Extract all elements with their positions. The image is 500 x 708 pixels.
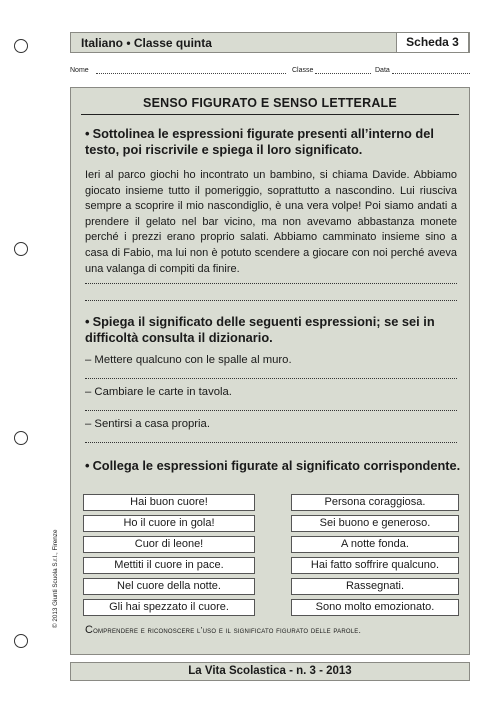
- meaning-box[interactable]: Sei buono e generoso.: [291, 515, 459, 532]
- answer-line[interactable]: [85, 410, 457, 411]
- meaning-box[interactable]: Rassegnati.: [291, 578, 459, 595]
- bullet-icon: •: [85, 458, 90, 473]
- meaning-box[interactable]: A notte fonda.: [291, 536, 459, 553]
- date-field[interactable]: [392, 73, 470, 74]
- section2-instruction-text: Spiega il significato delle seguenti espressioni; se sei in difficoltà consulta il dizionario.: [85, 314, 435, 345]
- expression-item: – Mettere qualcuno con le spalle al muro.: [85, 354, 292, 366]
- bullet-icon: •: [85, 126, 90, 141]
- section1-instruction-text: Sottolinea le espressioni figurate presenti all’interno del testo, poi riscrivile e spiega il loro significato.: [85, 126, 434, 157]
- name-field[interactable]: [96, 73, 286, 74]
- binder-hole-1: [14, 39, 28, 53]
- learning-objective: Comprendere e riconoscere l’uso e il significato figurato delle parole.: [85, 624, 362, 636]
- answer-line[interactable]: [85, 442, 457, 443]
- meaning-box[interactable]: Persona coraggiosa.: [291, 494, 459, 511]
- class-label: Classe: [292, 67, 314, 74]
- page-footer: [70, 662, 470, 681]
- footer-publication: La Vita Scolastica - n. 3 - 2013: [188, 665, 352, 677]
- meaning-box[interactable]: Hai fatto soffrire qualcuno.: [291, 557, 459, 574]
- section1-instruction: [85, 126, 461, 158]
- section1-text: Ieri al parco giochi ho incontrato un bambino, si chiama Davide. Abbiamo giocato insieme tutto il pomeriggio, soprattutto a nascondino. Lui riusciva sempre a scoprire il mio nascondiglio, è una vera volpe! Poi siamo andati a prendere il gelato nel bar vicino, ma non avevamo abbastanza monete perché i prezzi erano proprio salati. Abbiamo camminato insieme sino a casa di Fabio, ma lui non è potuto scendere a giocare con noi perché aveva una valanga di compiti da finire.: [85, 169, 457, 275]
- bullet-icon: •: [85, 314, 90, 329]
- answer-line[interactable]: [85, 300, 457, 301]
- section2-instruction: [85, 314, 461, 346]
- binder-hole-3: [14, 431, 28, 445]
- page-title: SENSO FIGURATO E SENSO LETTERALE: [143, 96, 397, 110]
- sheet-header: [70, 32, 470, 53]
- copyright-notice: © 2013 Giunti Scuola S.r.l., Firenze: [52, 529, 59, 628]
- section3-instruction-text: Collega le espressioni figurate al significato corrispondente.: [92, 458, 461, 473]
- subject-label: Italiano • Classe quinta: [81, 36, 212, 50]
- binder-hole-2: [14, 242, 28, 256]
- figurative-expression-box[interactable]: Mettiti il cuore in pace.: [83, 557, 255, 574]
- student-info-row: [70, 67, 470, 79]
- section3-instruction: [85, 458, 461, 474]
- answer-line[interactable]: [85, 378, 457, 379]
- meaning-box[interactable]: Sono molto emozionato.: [291, 599, 459, 616]
- title-divider: [81, 114, 459, 115]
- binder-hole-4: [14, 634, 28, 648]
- figurative-expression-box[interactable]: Cuor di leone!: [83, 536, 255, 553]
- expression-item: – Cambiare le carte in tavola.: [85, 386, 232, 398]
- answer-line[interactable]: [85, 283, 457, 284]
- date-label: Data: [375, 67, 390, 74]
- figurative-expression-box[interactable]: Nel cuore della notte.: [83, 578, 255, 595]
- class-field[interactable]: [315, 73, 371, 74]
- exercise-panel: [70, 87, 470, 655]
- name-label: Nome: [70, 67, 89, 74]
- figurative-expression-box[interactable]: Gli hai spezzato il cuore.: [83, 599, 255, 616]
- figurative-expression-box[interactable]: Ho il cuore in gola!: [83, 515, 255, 532]
- sheet-number: Scheda 3: [396, 32, 469, 53]
- expression-item: – Sentirsi a casa propria.: [85, 418, 210, 430]
- figurative-expression-box[interactable]: Hai buon cuore!: [83, 494, 255, 511]
